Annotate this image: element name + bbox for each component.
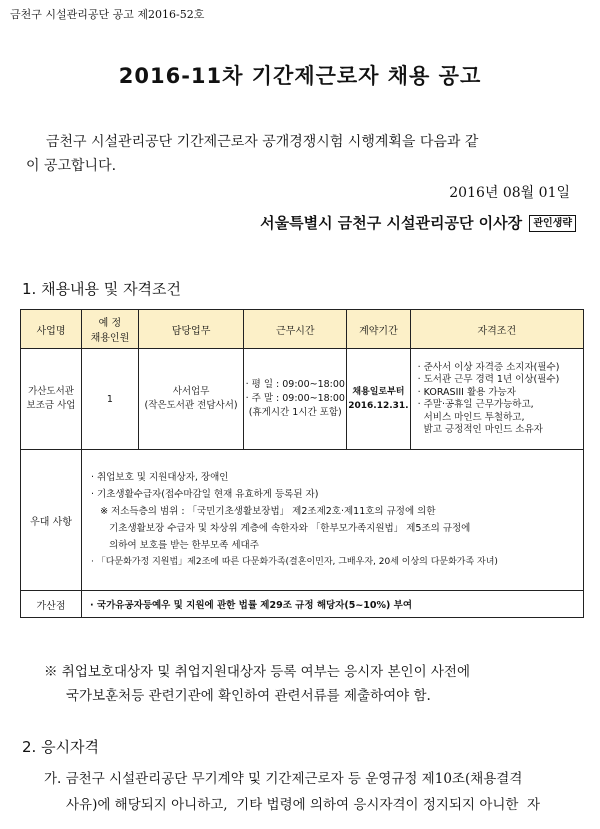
preference-list bbox=[83, 469, 582, 571]
list-item: · 준사서 이상 자격증 소지자(필수) bbox=[417, 361, 560, 373]
intro-line-1: 금천구 시설관리공단 기간제근로자 공개경쟁시험 시행계획을 다음과 같 bbox=[46, 134, 479, 150]
qualification-list bbox=[412, 362, 582, 437]
header-hours: 근무시간 bbox=[244, 310, 347, 349]
hours-break: (휴게시간 1시간 포함) bbox=[248, 407, 342, 418]
list-item: · KORASIII 활용 가능자 bbox=[417, 386, 516, 398]
hours-weekday: · 평 일 : 09:00~18:00 bbox=[245, 379, 345, 390]
section-1-heading: 1. 채용내용 및 자격조건 bbox=[22, 280, 182, 298]
list-item: · 주말·공휴일 근무가능하고, bbox=[417, 399, 534, 410]
period-cell bbox=[347, 349, 410, 450]
item-a-line-2: 사유)에 해당되지 아니하고, 기타 법령에 의하여 응시자격이 정지되지 아니한 자 bbox=[66, 797, 541, 813]
section-2-item-a bbox=[44, 766, 589, 818]
period-line2: 2016.12.31. bbox=[348, 401, 409, 411]
preference-row bbox=[21, 450, 584, 591]
signer-name: 서울특별시 금천구 시설관리공단 이사장 bbox=[260, 214, 523, 232]
list-item: 밝고 긍정적인 마인드 소유자 bbox=[417, 424, 543, 435]
header-business: 사업명 bbox=[21, 310, 82, 349]
recruitment-table bbox=[20, 309, 584, 618]
business-line1: 가산도서관 bbox=[28, 386, 74, 397]
section-2-heading: 2. 응시자격 bbox=[22, 738, 100, 756]
header-duty: 담당업무 bbox=[138, 310, 243, 349]
business-cell bbox=[21, 349, 82, 450]
header-headcount-line2: 채용인원 bbox=[90, 333, 130, 344]
item-a-line-1: 가. 금천구 시설관리공단 무기계약 및 기간제근로자 등 운영규정 제10조(채용결격 bbox=[44, 771, 523, 787]
table-header-row bbox=[21, 310, 584, 349]
business-line2: 보조금 사업 bbox=[26, 400, 76, 411]
hours-cell bbox=[244, 349, 347, 450]
list-item: · 기초생활수급자(접수마감일 현재 유효하게 등록된 자) bbox=[91, 489, 319, 500]
bonus-label: 가산점 bbox=[21, 591, 82, 618]
duty-line1: 사서업무 bbox=[172, 386, 210, 397]
intro-line-2: 이 공고합니다. bbox=[26, 158, 117, 174]
note-line-2: 국가보훈처등 관련기관에 확인하여 관련서류를 제출하여야 함. bbox=[66, 688, 431, 704]
intro-paragraph bbox=[26, 130, 578, 178]
list-item: ※ 저소득층의 범위 : 「국민기초생활보장법」 제2조제2호·제11호의 규정에 의한 bbox=[91, 506, 436, 517]
header-qualification: 자격조건 bbox=[410, 310, 583, 349]
list-item: · 「다문화가정 지원법」제2조에 따른 다문화가족(결혼이민자, 그배우자, 20세 이상의 다문화가족 자녀) bbox=[91, 557, 498, 567]
headcount-cell: 1 bbox=[82, 349, 139, 450]
duty-cell bbox=[138, 349, 243, 450]
list-item: 의하여 보호를 받는 한부모족 세대주 bbox=[91, 540, 259, 551]
signer-block bbox=[260, 212, 576, 233]
list-item: · 취업보호 및 지원대상자, 장애인 bbox=[91, 472, 229, 483]
official-stamp-box: 관인생략 bbox=[529, 215, 576, 232]
header-period: 계약기간 bbox=[347, 310, 410, 349]
bonus-row bbox=[21, 591, 584, 618]
list-item: 기초생활보장 수급자 및 차상위 계층에 속한자와 「한부모가족지원법」 제5조의 규정에 bbox=[91, 523, 471, 534]
header-headcount-line1: 예 정 bbox=[98, 318, 122, 329]
notice-date: 2016년 08월 01일 bbox=[449, 185, 570, 201]
header-headcount bbox=[82, 310, 139, 349]
table-row bbox=[21, 349, 584, 450]
preference-label: 우대 사항 bbox=[21, 450, 82, 591]
list-item: · 도서관 근무 경력 1년 이상(필수) bbox=[417, 374, 560, 385]
notice-reference-number: 금천구 시설관리공단 공고 제2016-52호 bbox=[10, 8, 205, 21]
note-line-1: ※ 취업보호대상자 및 취업지원대상자 등록 여부는 응시자 본인이 사전에 bbox=[44, 664, 471, 680]
page-title: 2016-11차 기간제근로자 채용 공고 bbox=[118, 64, 482, 88]
list-item: 서비스 마인드 투철하고, bbox=[417, 411, 525, 423]
duty-line2: (작은도서관 전담사서) bbox=[144, 400, 238, 411]
qualification-cell bbox=[410, 349, 583, 450]
registration-note bbox=[44, 660, 584, 708]
preference-cell bbox=[82, 450, 584, 591]
bonus-text: · 국가유공자등예우 및 지원에 관한 법률 제29조 규정 해당자(5~10%) 부여 bbox=[82, 591, 584, 618]
hours-weekend: · 주 말 : 09:00~18:00 bbox=[245, 393, 345, 404]
period-line1: 채용일로부터 bbox=[352, 387, 405, 397]
